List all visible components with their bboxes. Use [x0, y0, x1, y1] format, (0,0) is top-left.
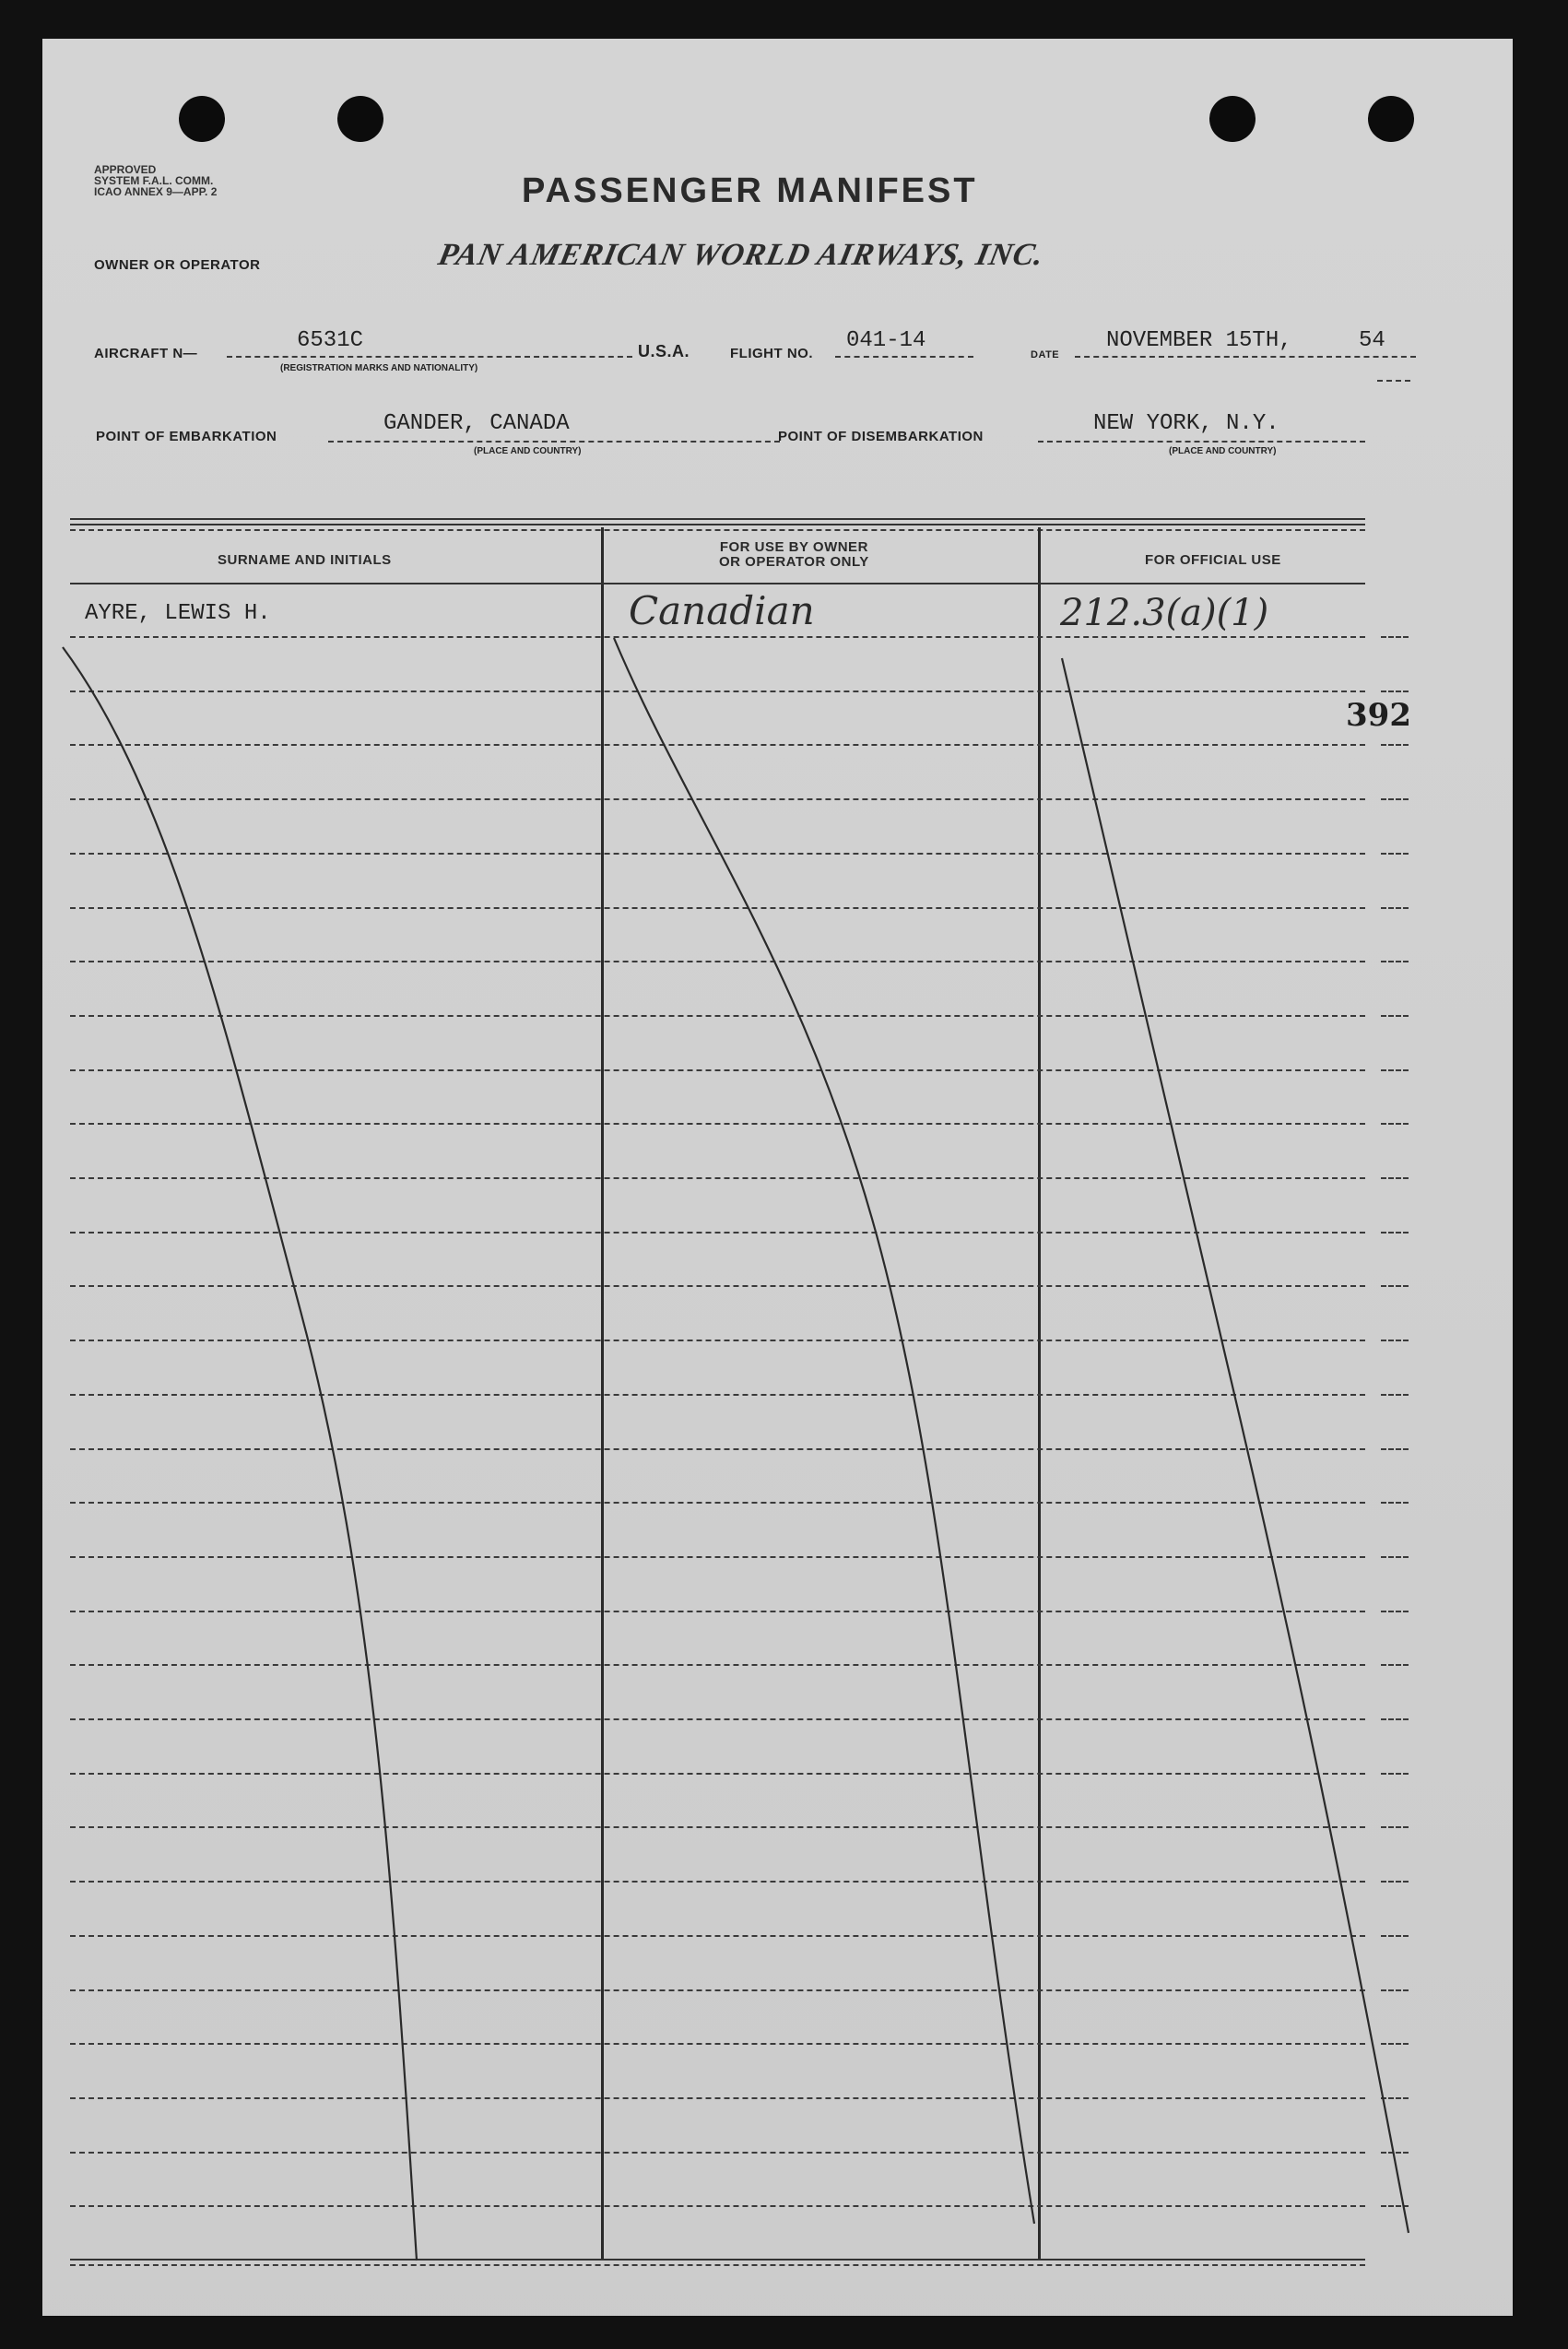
approval-line-1: APPROVED: [94, 163, 157, 176]
date-label: DATE: [1031, 349, 1060, 360]
column-header-surname: SURNAME AND INITIALS: [218, 552, 392, 568]
aircraft-label: AIRCRAFT N—: [94, 346, 198, 361]
approval-line-3: ICAO ANNEX 9—APP. 2: [94, 185, 218, 198]
passenger-official-note: 212.3(a)(1): [1060, 592, 1269, 634]
manifest-sheet: [42, 39, 1513, 2316]
disembarkation-label: POINT OF DISEMBARKATION: [778, 429, 984, 444]
cancel-stroke-owner: [614, 638, 1034, 2224]
aircraft-sublabel: (REGISTRATION MARKS AND NATIONALITY): [280, 363, 478, 373]
aircraft-number: 6531C: [297, 328, 364, 353]
embarkation-sublabel: (PLACE AND COUNTRY): [474, 446, 582, 456]
flight-number: 041-14: [846, 328, 926, 353]
column-header-owner-use-line-2: OR OPERATOR ONLY: [719, 554, 869, 570]
country-label: U.S.A.: [638, 342, 690, 360]
column-header-owner-use-line-1: FOR USE BY OWNER: [719, 539, 868, 555]
passenger-name: AYRE, LEWIS H.: [85, 601, 271, 626]
cancel-stroke-official: [1062, 658, 1409, 2233]
disembarkation-value: NEW YORK, N.Y.: [1093, 411, 1279, 436]
embarkation-label: POINT OF EMBARKATION: [96, 429, 277, 444]
disembarkation-sublabel: (PLACE AND COUNTRY): [1169, 446, 1277, 456]
passenger-nationality-note: Canadian: [629, 588, 815, 633]
date-value: NOVEMBER 15TH,: [1106, 328, 1292, 353]
owner-operator-label: OWNER OR OPERATOR: [94, 257, 261, 273]
approval-line-2: SYSTEM F.A.L. COMM.: [94, 174, 214, 187]
flight-number-label: FLIGHT NO.: [730, 346, 813, 361]
cancel-stroke-surname: [63, 647, 417, 2260]
embarkation-value: GANDER, CANADA: [383, 411, 570, 436]
cancellation-strokes: [42, 39, 1513, 2316]
stamp-number: 392: [1346, 697, 1411, 734]
form-title: PASSENGER MANIFEST: [522, 171, 978, 210]
column-header-official-use: FOR OFFICIAL USE: [1145, 552, 1281, 568]
date-year: 54: [1359, 328, 1385, 353]
airline-name: PAN AMERICAN WORLD AIRWAYS, INC.: [435, 238, 1048, 272]
